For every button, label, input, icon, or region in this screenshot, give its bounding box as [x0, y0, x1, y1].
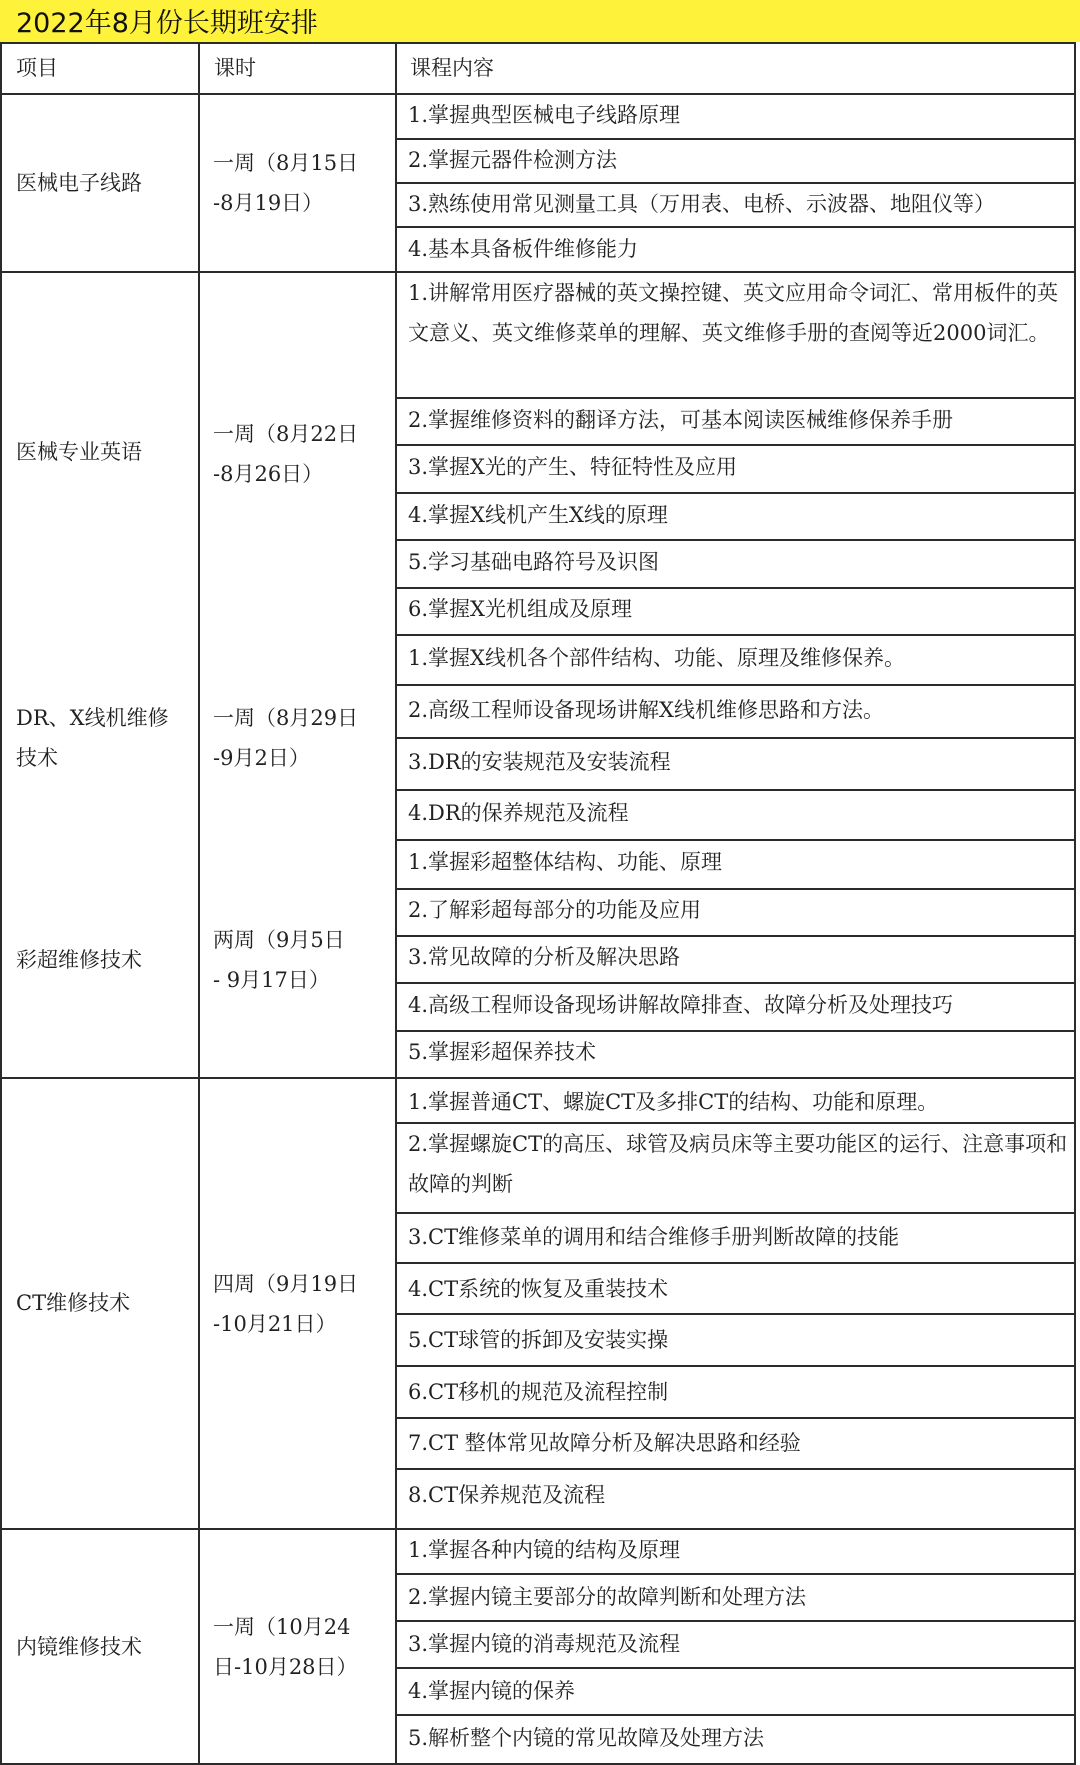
course-item: 2.高级工程师设备现场讲解X线机维修思路和方法。	[408, 698, 884, 722]
course-item: 2.掌握螺旋CT的高压、球管及病员床等主要功能区的运行、注意事项和故障的判断	[408, 1132, 1068, 1196]
row-divider	[395, 1417, 1076, 1419]
course-item: 1.掌握彩超整体结构、功能、原理	[408, 850, 723, 874]
row-divider	[395, 1262, 1076, 1264]
course-period: 一周（8月15日	[213, 151, 359, 175]
project-name: 彩超维修技术	[16, 948, 142, 972]
row-divider	[395, 789, 1076, 791]
course-period: 一周（8月22日	[213, 422, 359, 446]
row-divider	[395, 539, 1076, 541]
course-item: 1.讲解常用医疗器械的英文操控键、英文应用命令词汇、常用板件的英文意义、英文维修菜单的理解、英文维修手册的查阅等近2000词汇。	[408, 281, 1059, 345]
course-period: 一周（10月24	[213, 1615, 351, 1639]
project-name: DR、X线机维修	[16, 706, 169, 730]
course-item: 3.CT维修菜单的调用和结合维修手册判断故障的技能	[408, 1225, 900, 1249]
course-item: 8.CT保养规范及流程	[408, 1483, 606, 1507]
row-divider	[395, 684, 1076, 686]
course-item: 4.DR的保养规范及流程	[408, 801, 629, 825]
row-divider	[395, 397, 1076, 399]
row-divider	[395, 1573, 1076, 1575]
course-period: -9月2日）	[213, 746, 310, 770]
row-divider	[395, 1667, 1076, 1669]
row-divider	[395, 1714, 1076, 1716]
row-divider	[395, 982, 1076, 984]
title-banner	[0, 0, 1080, 42]
course-item: 3.常见故障的分析及解决思路	[408, 945, 681, 969]
course-period: 两周（9月5日	[213, 928, 345, 952]
column-divider	[395, 42, 397, 1765]
row-divider	[395, 1212, 1076, 1214]
course-period: 四周（9月19日	[213, 1272, 359, 1296]
course-item: 4.高级工程师设备现场讲解故障排查、故障分析及处理技巧	[408, 993, 954, 1017]
project-name: CT维修技术	[16, 1291, 131, 1315]
column-divider	[198, 42, 200, 1765]
course-item: 6.掌握X光机组成及原理	[408, 597, 632, 621]
table-border-right	[1074, 42, 1076, 1765]
course-period: 一周（8月29日	[213, 706, 359, 730]
table-border-top	[0, 42, 1076, 44]
course-item: 5.掌握彩超保养技术	[408, 1040, 597, 1064]
course-item: 7.CT 整体常见故障分析及解决思路和经验	[408, 1431, 801, 1455]
course-item: 2.了解彩超每部分的功能及应用	[408, 898, 702, 922]
course-item: 1.掌握典型医械电子线路原理	[408, 103, 681, 127]
course-period: 日-10月28日）	[213, 1655, 358, 1679]
section-divider	[0, 1077, 1076, 1079]
course-item: 6.CT移机的规范及流程控制	[408, 1380, 669, 1404]
row-divider	[395, 1468, 1076, 1470]
course-period: -8月19日）	[213, 191, 324, 215]
course-period: - 9月17日）	[213, 968, 330, 992]
table-border-left	[0, 42, 2, 1765]
header-content: 课程内容	[410, 56, 494, 80]
course-item: 3.掌握内镜的消毒规范及流程	[408, 1632, 681, 1656]
row-divider	[395, 444, 1076, 446]
schedule-table	[0, 42, 1080, 1765]
course-item: 1.掌握普通CT、螺旋CT及多排CT的结构、功能和原理。	[408, 1090, 939, 1114]
course-item: 3.熟练使用常见测量工具（万用表、电桥、示波器、地阻仪等）	[408, 192, 996, 216]
project-name: 医械专业英语	[16, 440, 142, 464]
course-item: 4.掌握内镜的保养	[408, 1679, 576, 1703]
course-item: 4.基本具备板件维修能力	[408, 237, 639, 261]
header-project: 项目	[16, 56, 58, 80]
row-divider	[395, 226, 1076, 228]
course-period: -8月26日）	[213, 462, 324, 486]
course-period: -10月21日）	[213, 1312, 337, 1336]
course-item: 5.CT球管的拆卸及安装实操	[408, 1328, 669, 1352]
project-name: 内镜维修技术	[16, 1635, 142, 1659]
course-item: 1.掌握各种内镜的结构及原理	[408, 1538, 681, 1562]
row-divider	[395, 839, 1076, 841]
course-item: 2.掌握维修资料的翻译方法，可基本阅读医械维修保养手册	[408, 408, 954, 432]
course-item: 2.掌握元器件检测方法	[408, 148, 618, 172]
course-item: 3.DR的安装规范及安装流程	[408, 750, 671, 774]
row-divider	[395, 1313, 1076, 1315]
project-name: 医械电子线路	[16, 171, 142, 195]
page-title: 2022年8月份长期班安排	[16, 8, 318, 39]
course-item: 5.解析整个内镜的常见故障及处理方法	[408, 1726, 765, 1750]
course-item: 3.掌握X光的产生、特征特性及应用	[408, 455, 737, 479]
project-name: 技术	[16, 746, 58, 770]
row-divider	[395, 1620, 1076, 1622]
row-divider	[395, 1365, 1076, 1367]
course-item: 5.学习基础电路符号及识图	[408, 550, 660, 574]
header-hours: 课时	[214, 56, 256, 80]
course-item: 4.掌握X线机产生X线的原理	[408, 503, 668, 527]
course-item: 1.掌握X线机各个部件结构、功能、原理及维修保养。	[408, 646, 905, 670]
row-divider	[395, 737, 1076, 739]
course-item: 4.CT系统的恢复及重装技术	[408, 1277, 669, 1301]
row-divider	[395, 634, 1076, 636]
course-item: 2.掌握内镜主要部分的故障判断和处理方法	[408, 1585, 807, 1609]
row-divider	[395, 492, 1076, 494]
